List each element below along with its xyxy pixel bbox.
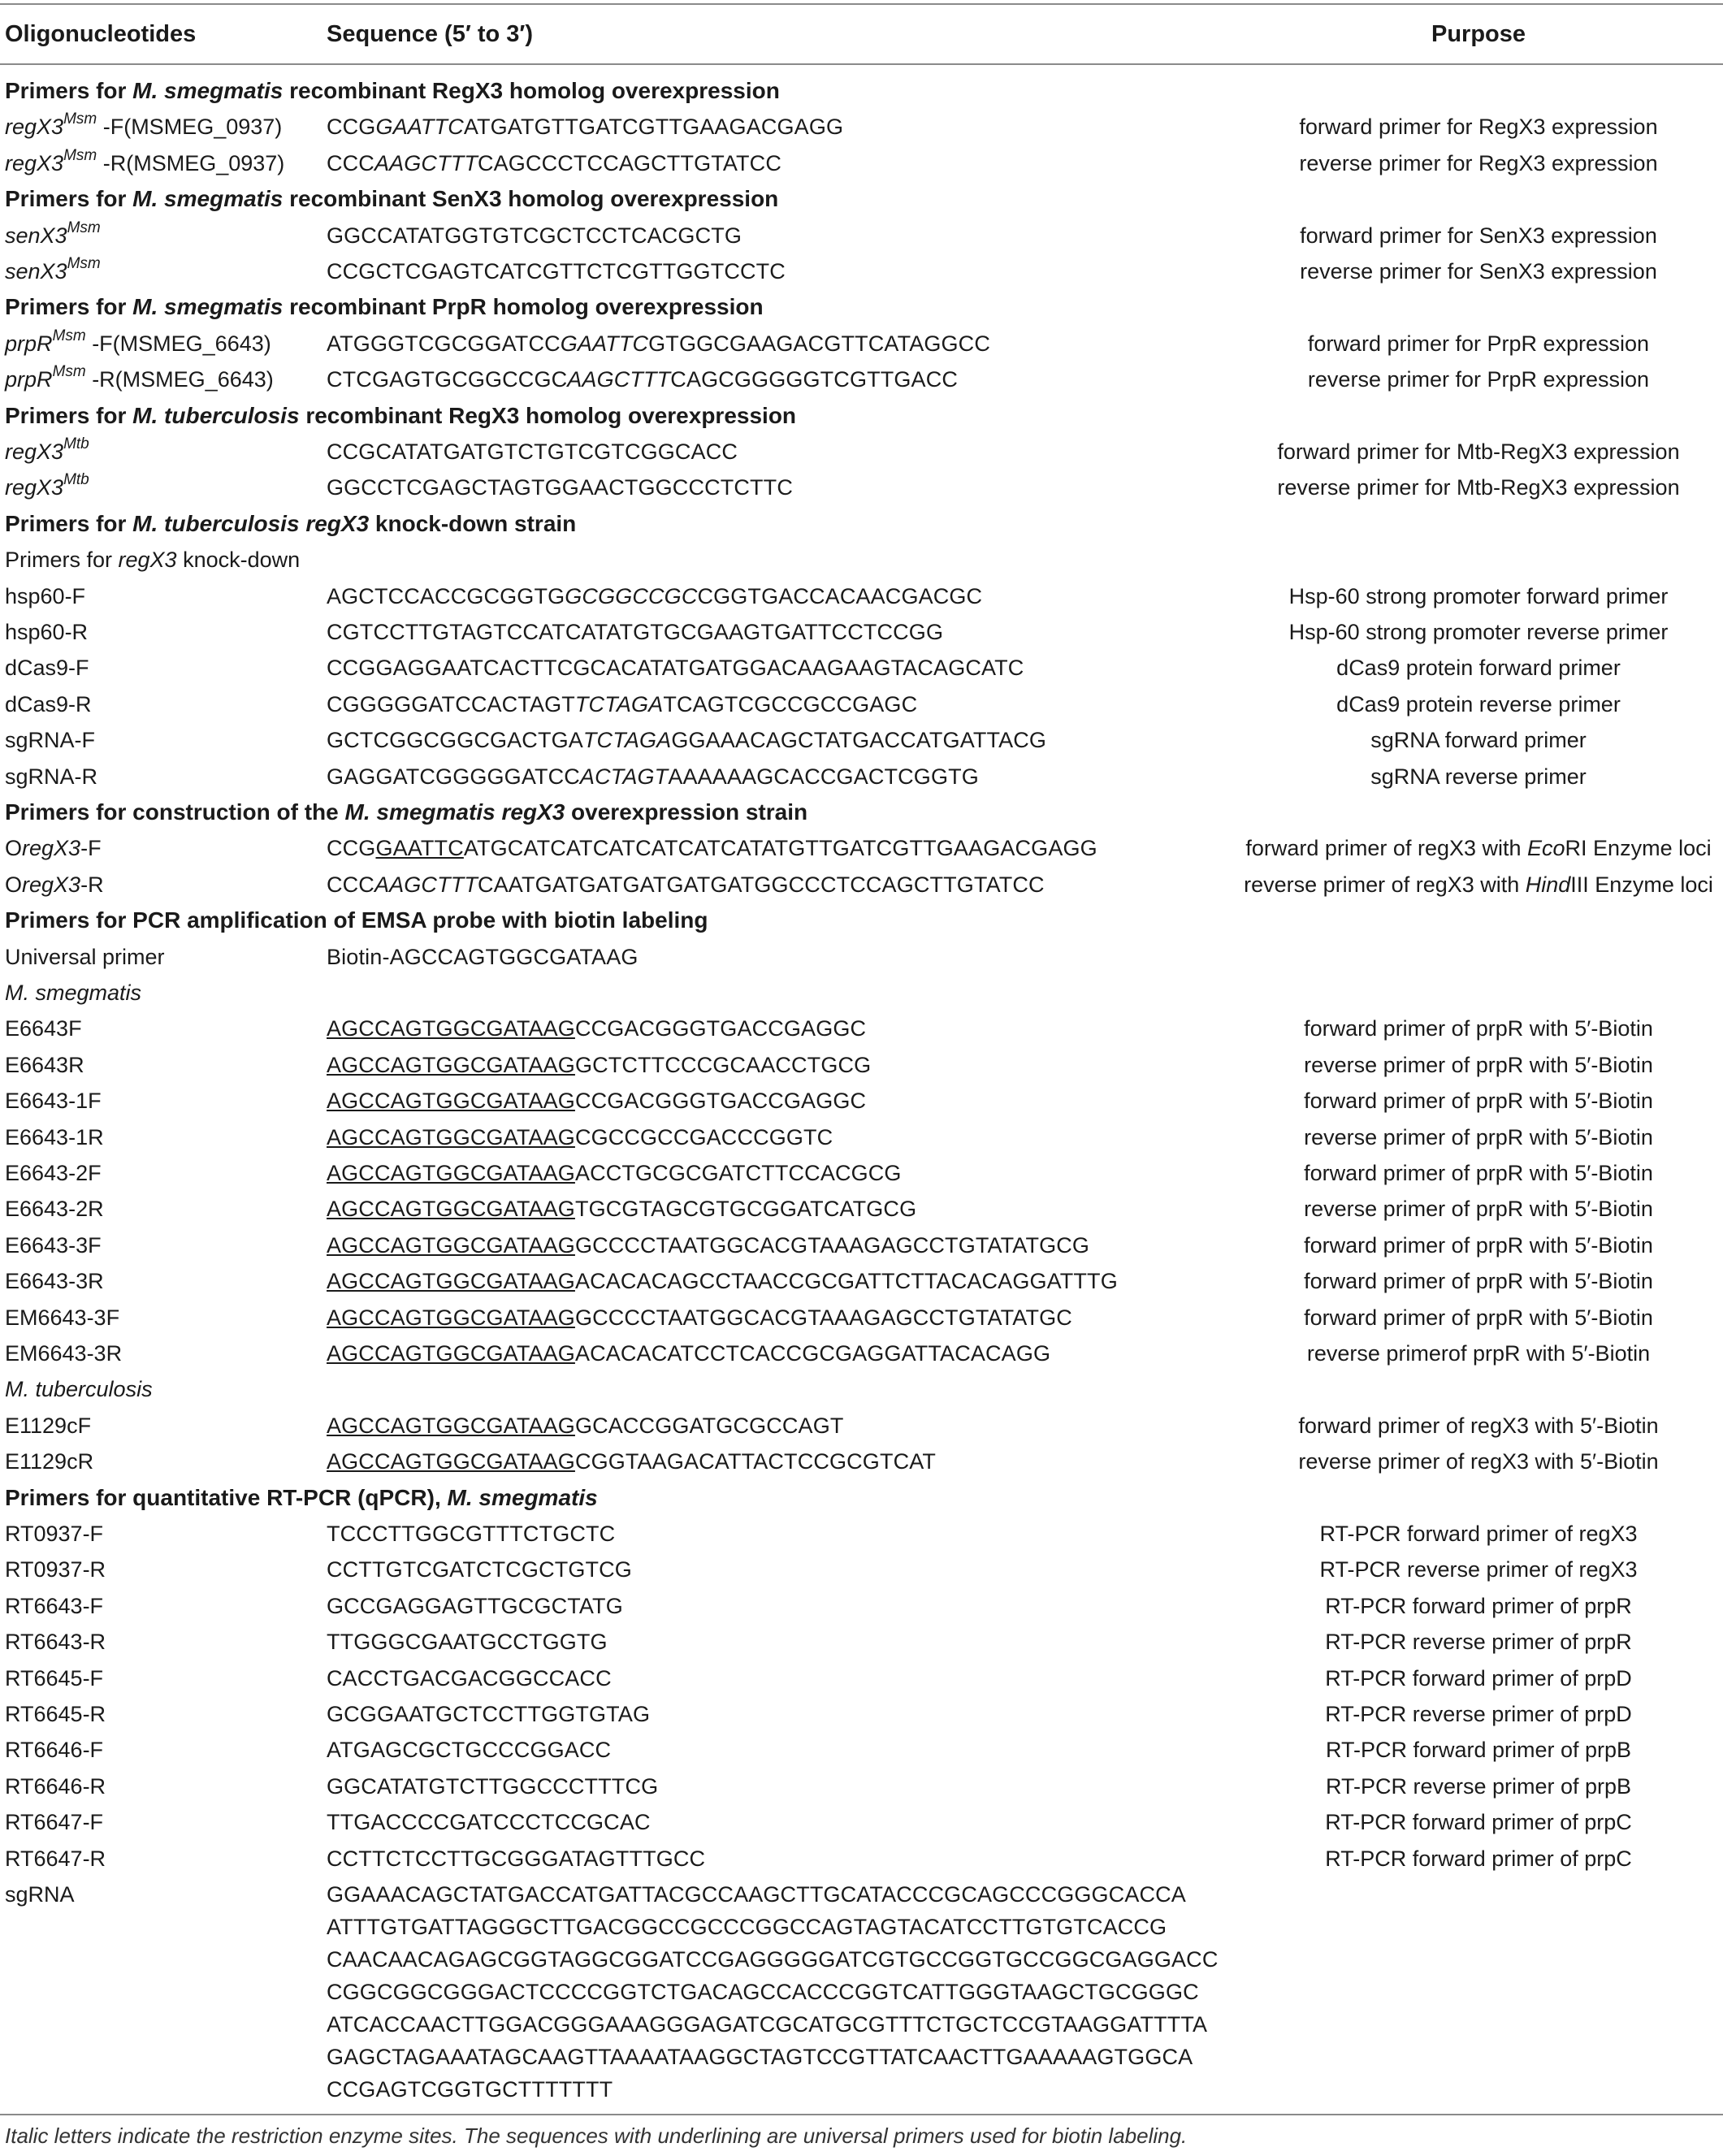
oligo-sequence: AGCCAGTGGCGATAAGGCACCGGATGCGCCAGT [327,1413,844,1438]
oligo-sequence: CTCGAGTGCGGCCGCAAGCTTTCAGCGGGGGTCGTTGACC [327,367,958,392]
table-row [0,1841,1723,1877]
table-row [0,1660,1723,1696]
oligo-sequence: CCGCTCGAGTCATCGTTCTCGTTGGTCCTC [327,259,786,284]
oligo-name: E6643-1R [5,1124,104,1149]
table-row [0,1516,1723,1552]
section-heading-text: Primers for M. smegmatis recombinant PrpR homolog overexpression [5,294,764,320]
oligo-purpose: RT-PCR reverse primer of prpD [1325,1702,1632,1726]
sgrna-sequence-line: ATCACCAACTTGGACGGGAAAGGGAGATCGCATGCGTTTCTGCTCCGTAAGGATTTTA [327,2012,1208,2037]
oligo-sequence: CCTTGTCGATCTCGCTGTCG [327,1557,632,1582]
section-heading-text: Primers for M. tuberculosis recombinant RegX3 homolog overexpression [5,402,797,428]
oligo-name: OregX3-R [5,872,104,897]
table-row [0,1083,1723,1119]
subsection-label [0,975,1723,1011]
oligo-purpose: reverse primer for SenX3 expression [1300,259,1657,284]
table-row [0,218,1723,253]
oligo-name: RT6645-R [5,1702,106,1726]
oligo-purpose: forward primer of regX3 with EcoRI Enzyme loci [1245,836,1712,861]
table-row [0,434,1723,470]
oligo-name: dCas9-F [5,656,89,681]
table-row [0,253,1723,289]
oligo-name: prpR$^{Msm}$ -F(MSMEG_6643) [5,327,271,356]
oligo-purpose: RT-PCR forward primer of prpC [1325,1810,1632,1835]
oligo-sequence: TTGGGCGAATGCCTGGTG [327,1630,608,1655]
table-row [0,1227,1723,1263]
oligo-sequence: AGCCAGTGGCGATAAGGCCCCTAATGGCACGTAAAGAGCCTGTATATGCG [327,1232,1090,1258]
section-heading-text: Primers for PCR amplification of EMSA probe with biotin labeling [5,907,708,933]
oligo-sequence: GAGGATCGGGGGATCCACTAGTAAAAAAGCACCGACTCGGTG [327,764,979,789]
oligo-name: RT6643-F [5,1593,104,1618]
section-heading-text: Primers for quantitative RT-PCR (qPCR), M. smegmatis [5,1484,598,1510]
oligo-purpose: reverse primerof prpR with 5′-Biotin [1306,1341,1651,1366]
table-row [0,722,1723,758]
oligo-purpose: RT-PCR reverse primer of prpR [1325,1630,1632,1655]
oligo-purpose: reverse primer of prpR with 5′-Biotin [1304,1124,1653,1149]
oligo-sequence: GCGGAATGCTCCTTGGTGTAG [327,1702,651,1726]
oligo-name: dCas9-R [5,691,92,717]
oligo-name: E6643-2R [5,1197,104,1222]
section-heading-text: Primers for M. tuberculosis regX3 knock-down strain [5,510,577,536]
table-row [0,1588,1723,1624]
sgrna-sequence-line: GGAAACAGCTATGACCATGATTACGCCAAGCTTGCATACCCGCAGCCCGGGCACCA [327,1882,1186,1907]
oligo-sequence: CCGGAATTCATGCATCATCATCATCATCATATGTTGATCGTTGAAGACGAGG [327,836,1097,861]
subsection-label-text: M. tuberculosis [5,1377,153,1402]
table-row [0,867,1723,903]
section-heading-text: Primers for M. smegmatis recombinant SenX3 homolog overexpression [5,186,779,212]
oligo-name: RT6646-F [5,1738,104,1763]
oligo-sequence: AGCCAGTGGCGATAAGCCGACGGGTGACCGAGGC [327,1016,867,1041]
sgrna-sequence-line: ATTTGTGATTAGGGCTTGACGGCCGCCCGGCCAGTAGTACATCCTTGTGTCACCG [327,1915,1167,1939]
oligo-name: E6643F [5,1016,82,1041]
oligo-sequence: AGCCAGTGGCGATAAGCCGACGGGTGACCGAGGC [327,1089,867,1114]
oligo-name: sgRNA-F [5,728,96,753]
oligo-purpose: forward primer of prpR with 5′-Biotin [1304,1089,1653,1114]
section-heading [0,1480,1723,1516]
sgrna-sequence-line: CGGCGGCGGGACTCCCCGGTCTGACAGCCACCCGGTCATTGGGTAAGCTGCGGGC [327,1980,1199,2004]
oligo-purpose: RT-PCR reverse primer of prpB [1325,1773,1632,1799]
oligo-purpose: reverse primer for PrpR expression [1307,367,1650,392]
table-row [0,1119,1723,1155]
oligo-sequence: Biotin-AGCCAGTGGCGATAAG [327,944,639,969]
subsection-label [0,542,1723,578]
table-row [0,1732,1723,1768]
table-row [0,614,1723,650]
oligo-sequence: GGCATATGTCTTGGCCCTTTCG [327,1773,659,1799]
table-row [0,1696,1723,1732]
subsection-label-text: M. smegmatis [5,981,142,1005]
oligo-purpose: forward primer for PrpR expression [1307,331,1650,356]
header-oligonucleotides: Oligonucleotides [5,21,197,47]
oligo-purpose: reverse primer of regX3 with 5′-Biotin [1298,1449,1659,1474]
oligo-sequence: CCGGAGGAATCACTTCGCACATATGATGGACAAGAAGTACAGCATC [327,656,1024,681]
oligo-name: $regX3^{Msm}$ -F(MSMEG_0937) [5,110,283,140]
section-heading [0,794,1723,830]
oligo-purpose: Hsp-60 strong promoter reverse primer [1288,620,1669,644]
oligo-name: $regX3^{Mtb}$ [5,435,89,464]
oligo-name: RT0937-R [5,1557,106,1582]
oligo-purpose: forward primer for RegX3 expression [1299,115,1658,140]
oligo-purpose: reverse primer for Mtb-RegX3 expression [1277,475,1680,500]
oligo-sequence: GGCCATATGGTGTCGCTCCTCACGCTG [327,223,742,248]
oligo-sequence: CCGCATATGATGTCTGTCGTCGGCACC [327,439,738,464]
oligo-purpose: RT-PCR forward primer of prpB [1325,1738,1632,1763]
oligo-name: E6643-1F [5,1089,102,1114]
oligo-sequence: AGCTCCACCGCGGTGGCGGCCGCCGGTGACCACAACGACGC [327,583,983,608]
oligo-purpose: reverse primer for RegX3 expression [1299,150,1658,175]
section-heading [0,73,1723,109]
top-rule [0,3,1723,5]
oligo-name: EM6643-3F [5,1305,120,1330]
section-heading-text: Primers for M. smegmatis recombinant RegX3 homolog overexpression [5,78,780,103]
section-heading [0,506,1723,542]
oligo-name: RT6647-F [5,1810,104,1835]
oligo-sequence: ATGGGTCGCGGATCCGAATTCGTGGCGAAGACGTTCATAGGCC [327,331,990,356]
oligo-name: sgRNA-R [5,764,98,789]
oligo-name: E1129cR [5,1449,94,1474]
oligo-name: $senX3^{Msm}$ [5,219,101,248]
oligo-sequence: CCCAAGCTTTCAGCCCTCCAGCTTGTATCC [327,150,781,175]
table-row [0,1444,1723,1479]
header-sequence: Sequence (5′ to 3′) [327,21,534,47]
table-row [0,650,1723,686]
oligo-purpose: forward primer of prpR with 5′-Biotin [1304,1305,1653,1330]
oligo-name: OregX3-F [5,836,102,861]
oligo-purpose: RT-PCR forward primer of prpR [1325,1593,1632,1618]
oligo-sequence: CACCTGACGACGGCCACC [327,1665,612,1691]
oligo-purpose: RT-PCR forward primer of regX3 [1319,1522,1638,1546]
oligo-name: RT6643-R [5,1630,106,1655]
header-rule [0,63,1723,65]
oligo-purpose: RT-PCR reverse primer of regX3 [1319,1557,1638,1582]
bottom-rule [0,2114,1723,2115]
oligo-sequence: AGCCAGTGGCGATAAGCGGTAAGACATTACTCCGCGTCAT [327,1449,937,1474]
table-row [0,361,1723,397]
table-row [0,1263,1723,1299]
table-footnote: Italic letters indicate the restriction enzyme sites. The sequences with underlining are universal primers used for biotin labeling. [5,2124,1188,2148]
oligo-sequence: TTGACCCCGATCCCTCCGCAC [327,1810,651,1835]
oligo-name: RT6645-F [5,1665,104,1691]
oligo-name: E6643R [5,1052,84,1077]
oligo-sequence: CCCAAGCTTTCAATGATGATGATGATGATGGCCCTCCAGCTTGTATCC [327,872,1045,897]
oligo-sequence: AGCCAGTGGCGATAAGCGCCGCCGACCCGGTC [327,1124,833,1149]
oligo-name: E6643-3F [5,1232,102,1258]
oligo-name: RT0937-F [5,1522,104,1546]
oligo-sequence: CGGGGGATCCACTAGTTCTAGATCAGTCGCCGCCGAGC [327,691,918,717]
sgrna-sequence-line: GAGCTAGAAATAGCAAGTTAAAATAAGGCTAGTCCGTTATCAACTTGAAAAAGTGGCA [327,2045,1193,2069]
subsection-label-text: Primers for regX3 knock-down [5,548,301,573]
oligo-name: Universal primer [5,944,165,969]
oligo-sequence: AGCCAGTGGCGATAAGACACACATCCTCACCGCGAGGATTACACAGG [327,1341,1051,1366]
table-row [0,1408,1723,1444]
oligo-purpose: forward primer for SenX3 expression [1300,223,1657,248]
table-row [0,470,1723,505]
section-heading [0,289,1723,325]
table-row [0,145,1723,181]
oligo-name: E6643-2F [5,1161,102,1185]
oligo-name: E6643-3R [5,1269,104,1294]
oligo-sequence: ATGAGCGCTGCCCGGACC [327,1738,612,1763]
oligo-purpose: forward primer of prpR with 5′-Biotin [1304,1161,1653,1185]
table-row [0,1552,1723,1587]
oligo-purpose: reverse primer of prpR with 5′-Biotin [1304,1197,1653,1222]
table-row [0,1769,1723,1804]
oligo-sequence: GGCCTCGAGCTAGTGGAACTGGCCCTCTTC [327,475,793,500]
oligo-name: hsp60-R [5,620,89,644]
table-row [0,109,1723,145]
table-row [0,1624,1723,1660]
oligo-sequence: TCCCTTGGCGTTTCTGCTC [327,1522,616,1546]
oligo-purpose: sgRNA reverse primer [1370,764,1587,789]
oligo-name: RT6647-R [5,1846,106,1871]
oligo-sequence: GCCGAGGAGTTGCGCTATG [327,1593,623,1618]
oligo-name: hsp60-F [5,583,86,608]
section-heading [0,903,1723,938]
table-row [0,578,1723,614]
section-heading [0,398,1723,434]
oligo-purpose: RT-PCR forward primer of prpD [1325,1665,1632,1691]
oligo-purpose: dCas9 protein forward primer [1336,656,1621,681]
table-row [0,939,1723,975]
oligo-sequence: AGCCAGTGGCGATAAGACACACAGCCTAACCGCGATTCTTACACAGGATTTG [327,1269,1118,1294]
oligo-name: $senX3^{Msm}$ [5,255,101,284]
oligo-sequence: AGCCAGTGGCGATAAGGCTCTTCCCGCAACCTGCG [327,1052,872,1077]
sgrna-sequence-line: CAACAACAGAGCGGTAGGCGGATCCGAGGGGGATCGTGCCGGTGCCGGCGAGGACC [327,1947,1219,1972]
oligo-name: E1129cF [5,1413,92,1438]
table-row [0,830,1723,866]
oligo-purpose: forward primer of prpR with 5′-Biotin [1304,1016,1653,1041]
section-heading [0,181,1723,217]
oligo-name: $regX3^{Mtb}$ [5,471,89,500]
table-row [0,686,1723,722]
table-row [0,1300,1723,1336]
oligo-purpose: Hsp-60 strong promoter forward primer [1288,583,1669,608]
oligo-name: prpR$^{Msm}$ -R(MSMEG_6643) [5,363,274,392]
oligo-sequence: CCGGAATTCATGATGTTGATCGTTGAAGACGAGG [327,115,844,140]
oligo-purpose: sgRNA forward primer [1370,728,1587,753]
table-row [0,1336,1723,1371]
subsection-label [0,1371,1723,1407]
section-heading-text: Primers for construction of the M. smegmatis regX3 overexpression strain [5,799,808,825]
oligo-purpose: reverse primer of regX3 with HindIII Enzyme loci [1244,872,1713,897]
table-row [0,759,1723,794]
table-row [0,326,1723,361]
oligo-purpose: forward primer of prpR with 5′-Biotin [1304,1232,1653,1258]
oligo-purpose: RT-PCR forward primer of prpC [1325,1846,1632,1871]
oligo-name: sgRNA [5,1882,75,1907]
oligo-sequence: CGTCCTTGTAGTCCATCATATGTGCGAAGTGATTCCTCCGG [327,620,944,644]
header-purpose: Purpose [1431,21,1526,47]
oligo-sequence: CCTTCTCCTTGCGGGATAGTTTGCC [327,1846,706,1871]
oligo-purpose: forward primer for Mtb-RegX3 expression [1277,439,1680,464]
table-row [0,1191,1723,1227]
oligo-name: RT6646-R [5,1773,106,1799]
table-row [0,1011,1723,1046]
oligo-purpose: dCas9 protein reverse primer [1336,691,1621,717]
oligo-sequence: AGCCAGTGGCGATAAGTGCGTAGCGTGCGGATCATGCG [327,1197,917,1222]
oligo-name: EM6643-3R [5,1341,123,1366]
table-row [0,1804,1723,1840]
table-row [0,1047,1723,1083]
oligo-sequence: GCTCGGCGGCGACTGATCTAGAGGAAACAGCTATGACCATGATTACG [327,728,1047,753]
oligo-sequence: AGCCAGTGGCGATAAGGCCCCTAATGGCACGTAAAGAGCCTGTATATGC [327,1305,1072,1330]
table-row [0,1155,1723,1191]
oligo-name: $regX3^{Msm}$ -R(MSMEG_0937) [5,146,285,175]
oligo-purpose: reverse primer of prpR with 5′-Biotin [1304,1052,1653,1077]
oligo-purpose: forward primer of prpR with 5′-Biotin [1304,1269,1653,1294]
oligo-sequence: AGCCAGTGGCGATAAGACCTGCGCGATCTTCCACGCG [327,1161,902,1185]
sgrna-sequence-line: CCGAGTCGGTGCTTTTTTT [327,2077,613,2102]
oligo-purpose: forward primer of regX3 with 5′-Biotin [1298,1413,1659,1438]
